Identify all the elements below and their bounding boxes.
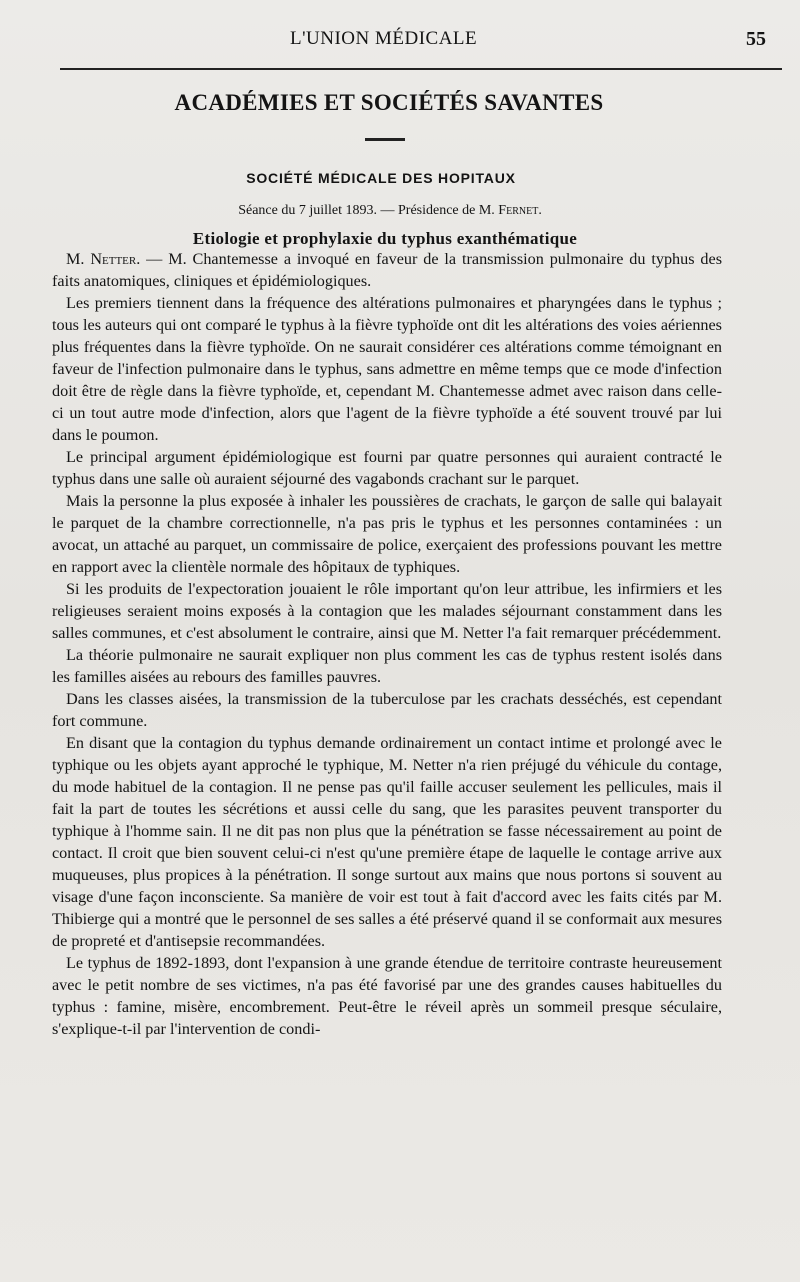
paragraph-text: — M. Chantemesse a invoqué en faveur de la transmission pulmonaire du typhus des faits anatomiques, cliniques et épidémiologiques. <box>52 250 722 290</box>
session-suffix: . <box>538 203 542 218</box>
session-prefix: Séance du 7 juillet 1893. — Présidence de M. <box>238 203 499 218</box>
session-line <box>0 203 780 219</box>
paragraph: Si les produits de l'expectoration jouaient le rôle important qu'on leur attribue, les infirmiers et les religieuses seraient moins exposés à la contagion que les malades séjournant constamment dans les salles communes, et c'est absolument le contraire, ainsi que M. Netter l'a fait remarquer précédemment. <box>52 580 722 642</box>
journal-title: L'UNION MÉDICALE <box>290 28 478 49</box>
paragraph: Dans les classes aisées, la transmission de la tuberculose par les crachats desséchés, est cependant fort commune. <box>52 690 722 730</box>
paragraph: Les premiers tiennent dans la fréquence des altérations pulmonaires et pharyngées dans le typhus ; tous les auteurs qui ont comparé le typhus à la fièvre typhoïde ont dit les altérations des voies aériennes plus fréquentes dans la fièvre typhoïde. On ne saurait considérer ces altérations comme témoignant en faveur de l'infection pulmonaire dans le typhus, sans admettre en même temps que ce mode d'infection doit être de règle dans la fièvre typhoïde, et, cependant M. Chantemesse admet avec raison dans celle-ci un tout autre mode d'infection, alors que l'agent de la fièvre typhoïde a été souvent trouvé par lui dans le poumon. <box>52 294 722 444</box>
paragraph: En disant que la contagion du typhus demande ordinairement un contact intime et prolongé avec le typhique ou les objets ayant approché le typhique, M. Netter n'a rien préjugé du véhicule du contage, du mode habituel de la contagion. Il ne pense pas qu'il faille accuser seulement les pellicules, mais il fait la part de toutes les sécrétions et aussi celle du sang, que les parasites peuvent transporter du typhique à l'homme sain. Il ne dit pas non plus que la pénétration se fasse nécessairement au point de contact. Il croit que bien souvent celui-ci n'est qu'une première étape de laquelle le contage arrive aux muqueuses, plus propices à la pénétration. Il songe surtout aux mains que nous portons si souvent au visage d'une façon inconsciente. Sa manière de voir est tout à fait d'accord avec les faits cités par M. Thibierge qui a montré que le personnel de ses salles a été préservé quand il se conformait aux mesures de propreté et d'antisepsie recommandées. <box>52 734 722 950</box>
speaker-name: M. Netter. <box>66 250 141 268</box>
article-title: Etiologie et prophylaxie du typhus exanthématique <box>192 229 578 248</box>
paragraph: Le typhus de 1892-1893, dont l'expansion à une grande étendue de territoire contraste heureusement avec le petit nombre de ses victimes, n'a pas été favorisé par une des grandes causes habituelles du typhus : famine, misère, encombrement. Peut-être le réveil après un sommeil presque séculaire, s'explique-t-il par l'intervention de condi- <box>52 954 722 1038</box>
section-divider <box>365 138 405 141</box>
page-number: 55 <box>746 28 766 50</box>
society-title: SOCIÉTÉ MÉDICALE DES HOPITAUX <box>246 170 516 186</box>
paragraph <box>52 248 722 292</box>
paragraph: La théorie pulmonaire ne saurait expliquer non plus comment les cas de typhus restent isolés dans les familles aisées au rebours des familles pauvres. <box>52 646 722 686</box>
paragraph: Le principal argument épidémiologique est fourni par quatre personnes qui auraient contracté le typhus dans une salle où auraient séjourné des vagabonds crachant sur le parquet. <box>52 448 722 488</box>
paragraph: Mais la personne la plus exposée à inhaler les poussières de crachats, le garçon de salle qui balayait le parquet de la chambre correctionnelle, n'a pas pris le typhus et les personnes contaminées : un avocat, un attaché au parquet, un commissaire de police, exerçaient des professions pouvant les mettre en rapport avec la clientèle normale des hôpitaux de typhiques. <box>52 492 722 576</box>
section-title: ACADÉMIES ET SOCIÉTÉS SAVANTES <box>174 90 604 115</box>
president-name: Fernet <box>498 203 539 218</box>
running-header <box>0 28 800 58</box>
article-body <box>52 248 722 1040</box>
header-rule <box>60 68 782 70</box>
